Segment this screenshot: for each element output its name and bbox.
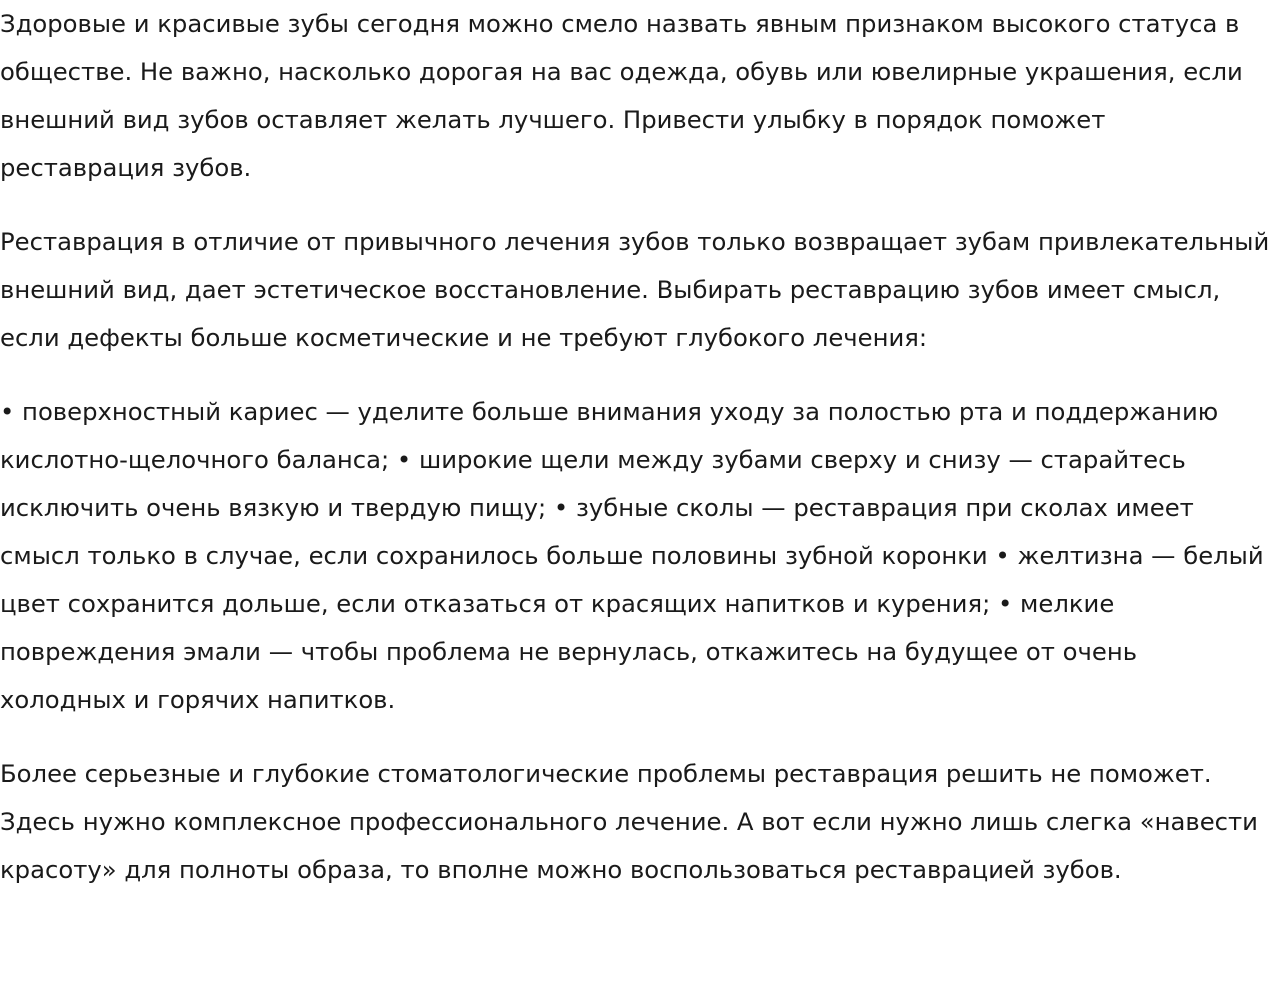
paragraph-intro: Здоровые и красивые зубы сегодня можно смело назвать явным признаком высокого статуса в обществе. Не важно, насколько дорогая на вас одежда, обувь или ювелирные украшения, если внешний вид зубов оставляет желать лучшего. Привести улыбку в порядок поможет реставрация зубов.	[0, 9, 1243, 182]
paragraph-restoration-definition: Реставрация в отличие от привычного лечения зубов только возвращает зубам привлекательный внешний вид, дает эстетическое восстановление. Выбирать реставрацию зубов имеет смысл, если дефекты больше косметические и не требуют глубокого лечения:	[0, 227, 1270, 352]
paragraph-defects-list: • поверхностный кариес — уделите больше внимания уходу за полостью рта и поддержанию кислотно-щелочного баланса; • широкие щели между зубами сверху и снизу — старайтесь исключить очень вязкую и твердую пищу; • зубные сколы — реставрация при сколах имеет смысл только в случае, если сохранилось больше половины зубной коронки • желтизна — белый цвет сохранится дольше, если отказаться от красящих напитков и курения; • мелкие повреждения эмали — чтобы проблема не вернулась, откажитесь на будущее от очень холодных и горячих напитков.	[0, 397, 1264, 714]
paragraph-conclusion: Более серьезные и глубокие стоматологические проблемы реставрация решить не поможет. Здесь нужно комплексное профессионального лечение. А вот если нужно лишь слегка «навести красоту» для полноты образа, то вполне можно воспользоваться реставрацией зубов.	[0, 759, 1258, 884]
